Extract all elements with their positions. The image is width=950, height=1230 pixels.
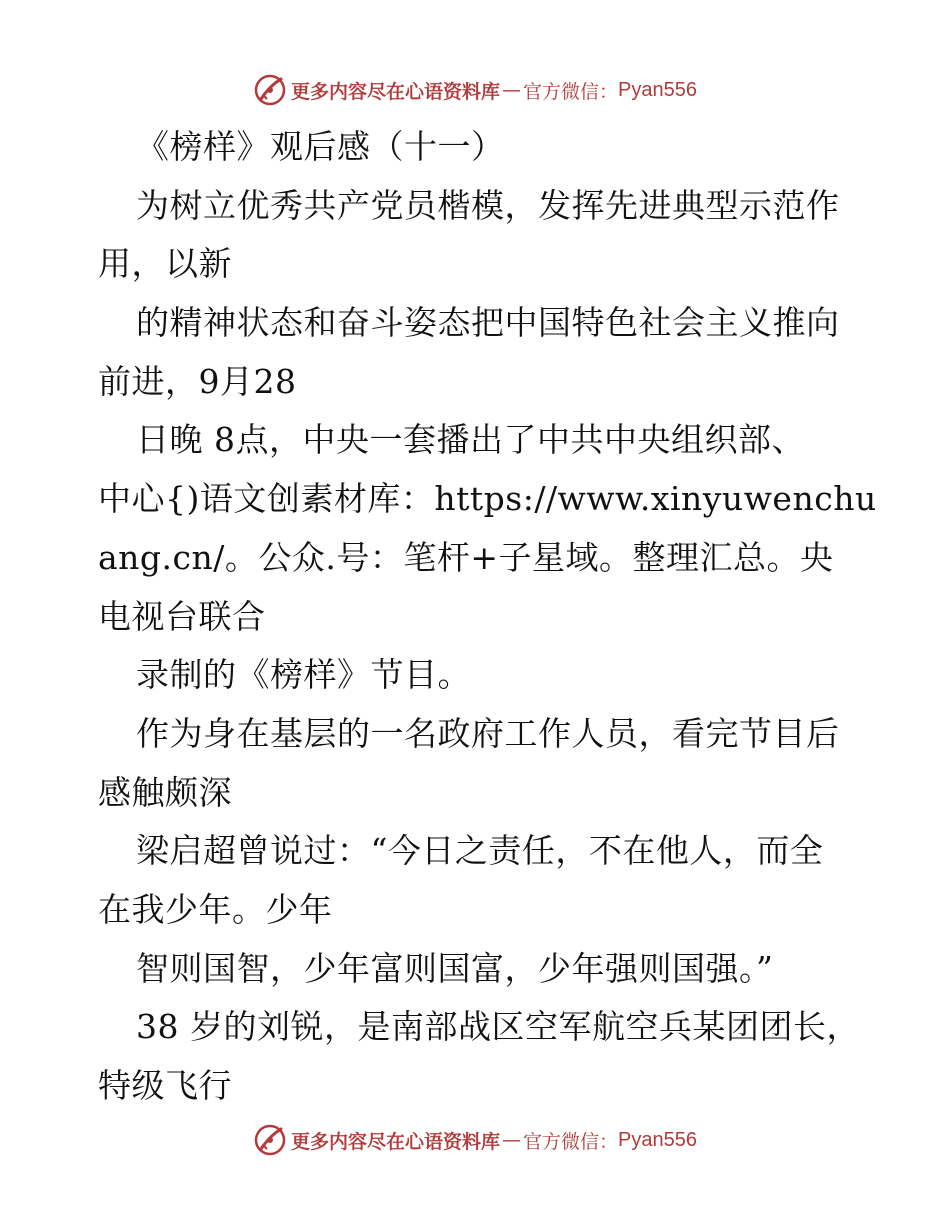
- document-line: 的精神状态和奋斗姿态把中国特色社会主义推向: [136, 303, 840, 343]
- footer-banner: [0, 1120, 950, 1160]
- document-line: 在我少年。少年: [98, 889, 333, 929]
- footer-wechat-id: Pyan556: [618, 1128, 697, 1151]
- document-line: 《榜样》观后感（十一）: [136, 127, 505, 166]
- pen-logo-icon: [253, 73, 287, 107]
- document-line: 日晚 8点，中央一套播出了中共中央组织部、: [136, 420, 805, 460]
- document-line: ang.cn/。公众.号：笔杆+子星域。整理汇总。央: [98, 537, 834, 577]
- header-banner: [0, 70, 950, 110]
- document-line: 梁启超曾说过：“今日之责任，不在他人，而全: [136, 831, 824, 871]
- document-line: 特级飞行: [98, 1066, 232, 1105]
- header-separator: —: [502, 79, 522, 101]
- footer-promo-text: 更多内容尽在心语资料库: [291, 1130, 501, 1153]
- header-wechat-id: Pyan556: [618, 78, 697, 101]
- document-body: [98, 118, 877, 1116]
- document-line: 为树立优秀共产党员楷模，发挥先进典型示范作: [136, 185, 840, 225]
- document-line: 智则国智，少年富则国富，少年强则国强。”: [136, 948, 774, 988]
- document-line: 中心{)语文创素材库：https://www.xinyuwenchu: [98, 479, 877, 519]
- footer-separator: —: [502, 1129, 522, 1151]
- footer-wechat-label: 官方微信：: [523, 1130, 619, 1153]
- document-line: 感触颇深: [98, 772, 232, 812]
- document-line: 38 岁的刘锐，是南部战区空军航空兵某团团长，: [136, 1007, 860, 1047]
- document-line: 录制的《榜样》节目。: [136, 655, 471, 695]
- document-line: 作为身在基层的一名政府工作人员，看完节目后: [136, 713, 840, 753]
- document-line: 前进，9月28: [98, 361, 297, 401]
- document-line: 电视台联合: [98, 596, 266, 636]
- header-promo-text: 更多内容尽在心语资料库: [291, 80, 501, 103]
- document-line: 用，以新: [98, 244, 232, 284]
- header-wechat-label: 官方微信：: [523, 80, 619, 103]
- pen-logo-icon: [253, 1123, 287, 1157]
